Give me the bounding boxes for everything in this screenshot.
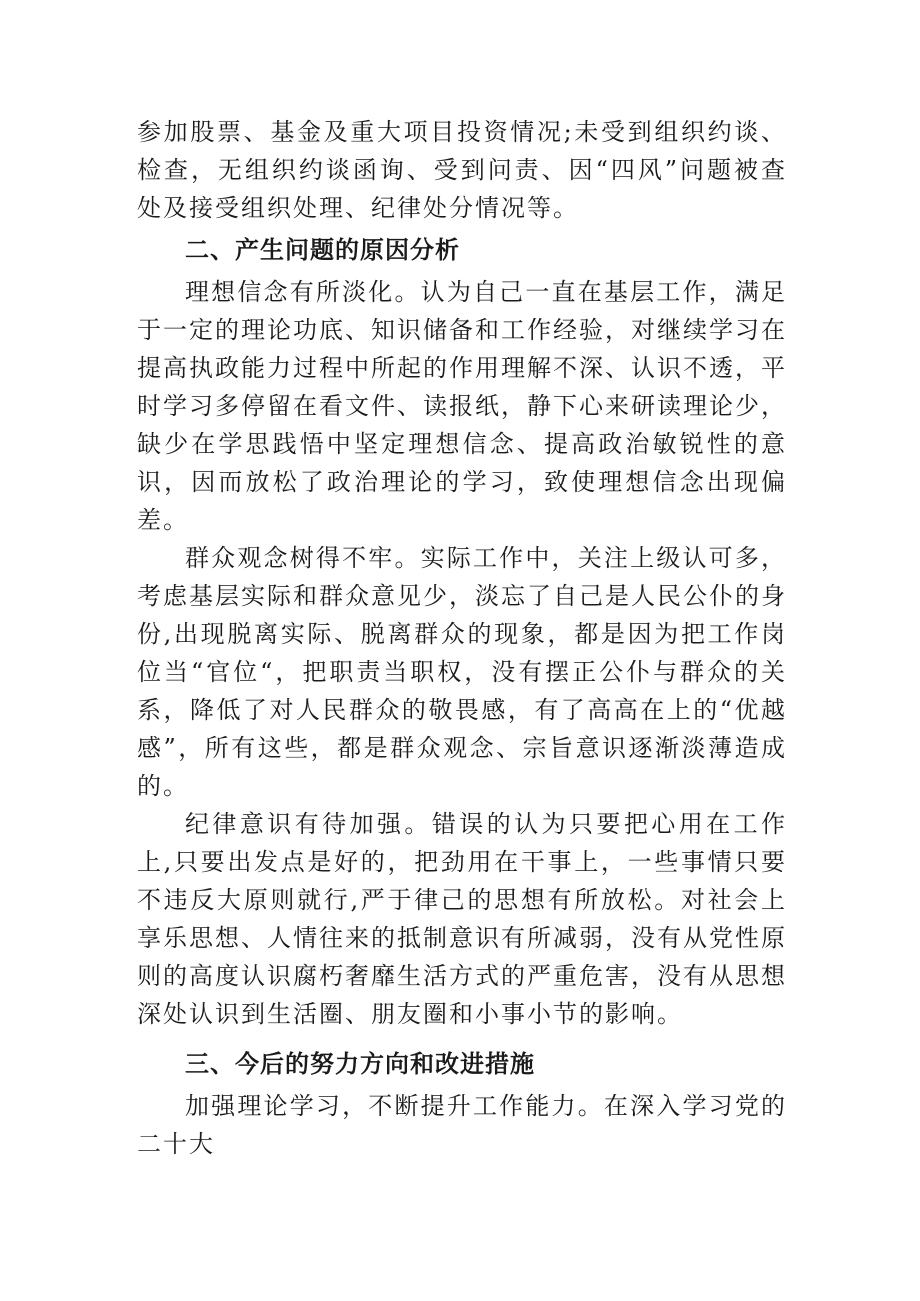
paragraph-ideals-belief: 理想信念有所淡化。认为自己一直在基层工作，满足于一定的理论功底、知识储备和工作经验，对继续学习在提高执政能力过程中所起的作用理解不深、认识不透，平时学习多停留在看文件、读报纸，静下心来研读理论少，缺少在学思践悟中坚定理想信念、提高政治敏锐性的意识，因而放松了政治理论的学习，致使理想信念出现偏差。 [137,278,787,534]
paragraph-mass-viewpoint: 群众观念树得不牢。实际工作中，关注上级认可多，考虑基层实际和群众意见少，淡忘了自己是人民公仆的身份,出现脱离实际、脱离群众的现象，都是因为把工作岗位当“官位“，把职责当职权，没有摆正公仆与群众的关系，降低了对人民群众的敬畏感，有了高高在上的“优越感”，所有这些，都是群众观念、宗旨意识逐渐淡薄造成的。 [137,544,787,800]
document-body [137,113,787,1163]
section-heading-cause-analysis: 二、产生问题的原因分析 [185,236,460,264]
paragraph-theory-study: 加强理论学习，不断提升工作能力。在深入学习党的二十大 [137,1092,787,1158]
section-heading-improvement-measures: 三、今后的努力方向和改进措施 [185,1050,535,1078]
paragraph-discipline-awareness: 纪律意识有待加强。错误的认为只要把心用在工作上,只要出发点是好的，把劲用在干事上，一些事情只要不违反大原则就行,严于律己的思想有所放松。对社会上享乐思想、人情往来的抵制意识有所减弱，没有从党性原则的高度认识腐朽奢靡生活方式的严重危害，没有从思想深处认识到生活圈、朋友圈和小事小节的影响。 [137,810,787,1028]
paragraph-continuation: 参加股票、基金及重大项目投资情况;未受到组织约谈、检查，无组织约谈函询、受到问责、因“四风”问题被查处及接受组织处理、纪律处分情况等。 [137,118,787,222]
